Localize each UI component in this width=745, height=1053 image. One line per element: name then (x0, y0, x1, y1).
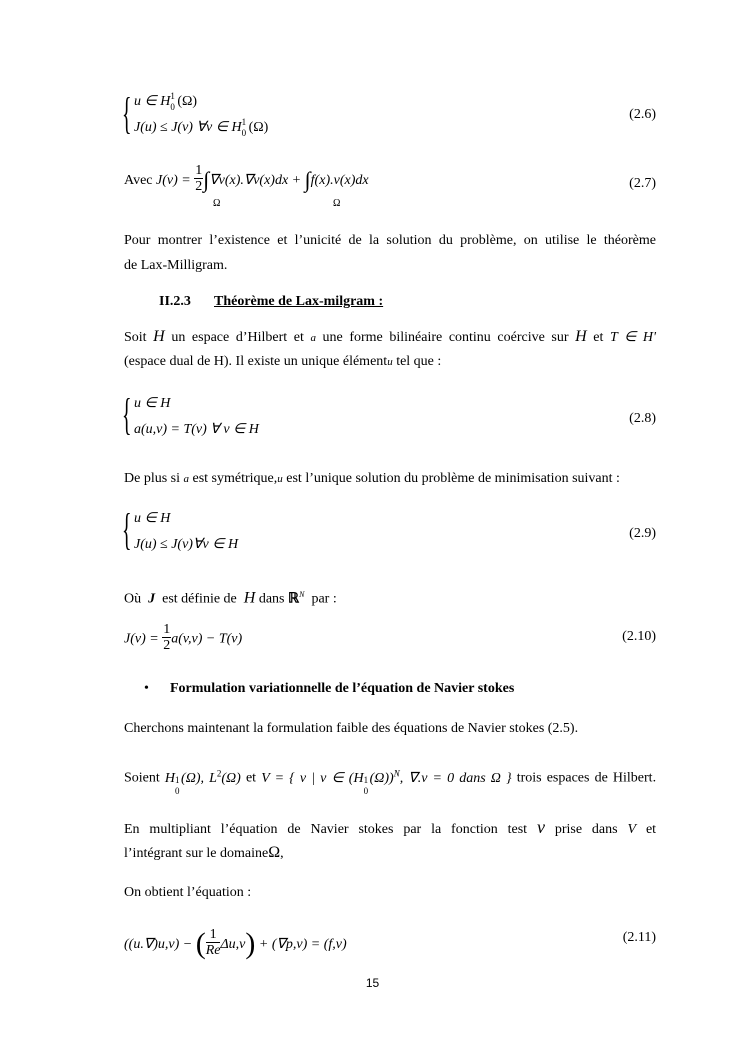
paragraph-line: l’intégrant sur le domaineΩ, (124, 844, 284, 861)
eq-2-8-line1: u ∈ H (134, 396, 171, 411)
bullet-symbol: • (144, 681, 149, 696)
integral-domain-label: Ω (333, 198, 341, 209)
eq-2-11-body: ((u.∇)u,v) − ( $\frac{1}{Re}$ Δu,v) + (∇p,v) = (f,v) (124, 927, 347, 960)
paragraph-line: (espace dual de H). Il existe un unique élémentu tel que : (124, 354, 442, 369)
eq-2-9-line1: u ∈ H (134, 511, 171, 526)
left-brace: { (122, 390, 132, 439)
paragraph: Où J est définie de H dans ℝ$^N$ par : (124, 589, 337, 607)
paragraph: En multipliant l’équation de Navier stokes par la fonction test v prise dans V et (124, 817, 657, 837)
paragraph: On obtient l’équation : (124, 885, 252, 900)
paragraph: Pour montrer l’existence et l’unicité de la solution du problème, on utilise le théorème (124, 233, 656, 248)
equation-number: (2.6) (629, 107, 656, 122)
left-brace: { (122, 505, 132, 554)
eq-2-10-body: J(v) = $\frac{1}{2}$ a(v,v) − T(v) (124, 622, 243, 653)
eq-2-6-line2: J(u) ≤ J(v) ∀v ∈ H 1 0 (Ω) (134, 117, 269, 138)
paragraph: De plus si a est symétrique,u est l’unique solution du problème de minimisation suivant : (124, 471, 620, 486)
bullet-heading: Formulation variationnelle de l’équation de Navier stokes (170, 681, 515, 696)
paragraph: Cherchons maintenant la formulation faible des équations de Navier stokes (2.5). (124, 721, 579, 736)
equation-number: (2.8) (629, 411, 656, 426)
equation-number: (2.7) (629, 176, 656, 191)
paragraph: Soient H 1 0 (Ω), $L^2(\Omega)$ et V = { v | v ∈ (H 1 0 (Ω))$^N$, ∇.v = 0 dans Ω } trois espaces de Hilbert. (124, 768, 657, 796)
eq-2-7-body: Avec J(v) = $\frac{1}{2}$ ∫∇v(x).∇v(x)dx + ∫f(x).v(x)dx (124, 163, 369, 195)
eq-2-6-line1: u ∈ H 1 0 (Ω) (134, 91, 198, 112)
paragraph: Soit H un espace d’Hilbert et a une forme bilinéaire continu coércive sur H et T ∈ H' (124, 328, 656, 345)
section-title: Théorème de Lax-milgram : (214, 294, 384, 309)
integral-domain-label: Ω (213, 198, 221, 209)
section-number: II.2.3 (159, 294, 191, 309)
left-brace: { (122, 89, 132, 138)
equation-number: (2.10) (622, 629, 656, 644)
equation-number: (2.9) (629, 526, 656, 541)
paragraph-line: de Lax-Milligram. (124, 258, 228, 273)
equation-number: (2.11) (622, 930, 656, 945)
eq-2-9-line2: J(u) ≤ J(v)∀v ∈ H (134, 537, 239, 552)
eq-2-8-line2: a(u,v) = T(v) ∀ v ∈ H (134, 422, 259, 437)
page-number: 15 (365, 976, 380, 990)
